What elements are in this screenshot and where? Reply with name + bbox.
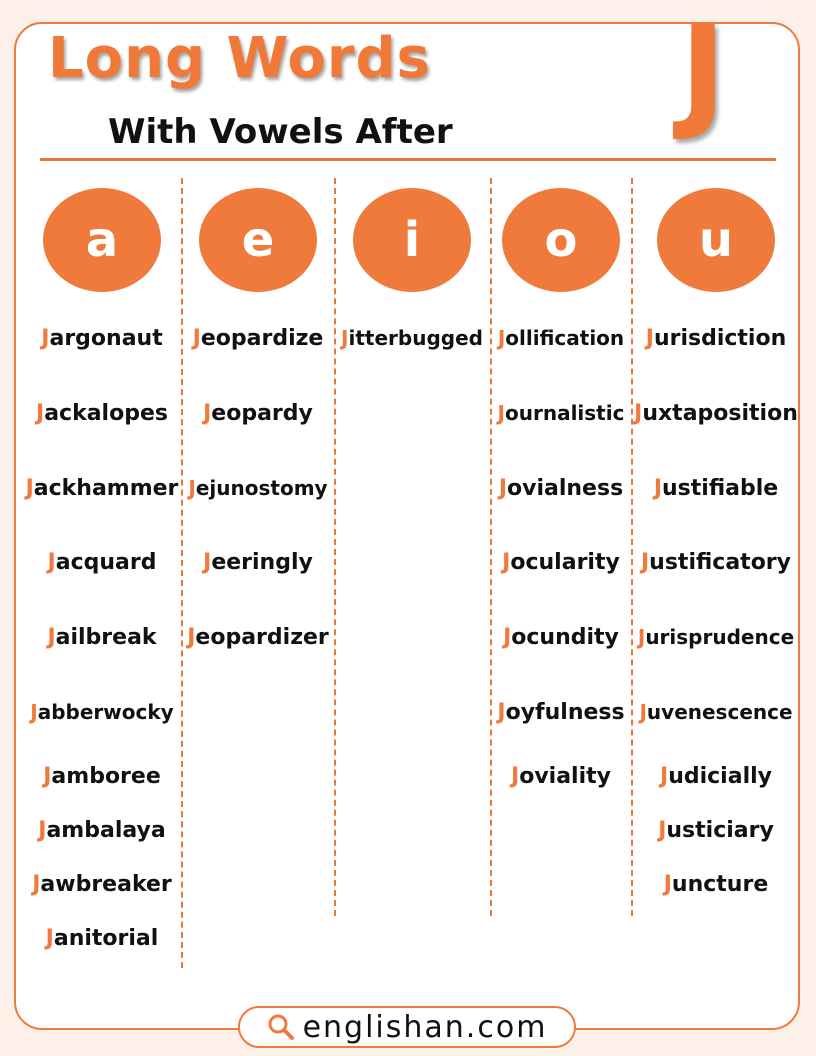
word-initial: J <box>637 625 646 649</box>
word-rest: amboree <box>51 764 161 789</box>
header-divider <box>40 158 776 161</box>
word-item <box>41 326 162 351</box>
word-rest: ackalopes <box>44 401 168 426</box>
word-rest: uvenescence <box>646 700 793 724</box>
word-rest: acquard <box>55 550 157 575</box>
word-item <box>639 700 792 724</box>
word-item <box>664 872 769 897</box>
word-rest: ejunostomy <box>195 476 328 500</box>
word-item <box>36 401 168 426</box>
word-initial: J <box>511 764 520 789</box>
word-initial: J <box>30 700 38 724</box>
word-item <box>498 401 625 425</box>
page-title: Long Words <box>48 26 431 91</box>
word-item <box>646 326 787 351</box>
word-initial: J <box>187 625 196 650</box>
word-initial: J <box>41 326 50 351</box>
word-item <box>634 401 798 426</box>
word-item <box>47 625 156 650</box>
word-rest: ackhammer <box>33 476 179 501</box>
word-initial: J <box>32 872 41 897</box>
word-initial: J <box>497 326 506 350</box>
word-item <box>203 401 313 426</box>
word-rest: awbreaker <box>40 872 172 897</box>
word-rest: ocularity <box>510 550 620 575</box>
word-initial: J <box>341 326 349 350</box>
word-rest: oviality <box>519 764 611 789</box>
word-item <box>30 700 173 724</box>
word-rest: udicially <box>668 764 772 789</box>
word-initial: J <box>43 764 52 789</box>
word-item <box>43 764 161 789</box>
word-rest: ollification <box>505 326 625 350</box>
page-subtitle: With Vowels After <box>108 112 453 152</box>
word-item <box>32 872 172 897</box>
word-item <box>502 550 620 575</box>
word-initial: J <box>203 401 212 426</box>
word-item <box>188 476 327 500</box>
word-item <box>341 326 483 350</box>
word-initial: J <box>660 764 669 789</box>
word-item <box>654 476 778 501</box>
column-divider <box>334 178 336 916</box>
site-url: englishan.com <box>302 1009 548 1045</box>
word-rest: ailbreak <box>55 625 157 650</box>
word-initial: J <box>497 401 505 425</box>
word-item <box>503 625 619 650</box>
vowel-circle-e: e <box>199 188 317 292</box>
vowel-circle-o: o <box>502 188 620 292</box>
word-rest: anitorial <box>53 926 159 951</box>
word-rest: usticiary <box>666 818 774 843</box>
word-initial: J <box>663 872 672 897</box>
word-rest: itterbugged <box>348 326 483 350</box>
word-rest: eopardize <box>200 326 324 351</box>
word-initial: J <box>503 625 512 650</box>
word-rest: eeringly <box>211 550 313 575</box>
word-initial: J <box>634 401 643 426</box>
word-rest: uncture <box>671 872 769 897</box>
featured-letter: J <box>680 0 727 144</box>
vowel-circle-i: i <box>353 188 471 292</box>
word-initial: J <box>502 550 511 575</box>
word-item <box>48 550 157 575</box>
word-item <box>187 625 329 650</box>
word-rest: eopardizer <box>195 625 329 650</box>
magnifier-icon <box>267 1013 295 1041</box>
word-initial: J <box>203 550 212 575</box>
word-item <box>511 764 611 789</box>
word-rest: ournalistic <box>504 401 625 425</box>
word-item <box>658 818 774 843</box>
column-divider <box>181 178 183 968</box>
word-item <box>498 326 624 350</box>
column-divider <box>490 178 492 916</box>
word-initial: J <box>45 926 54 951</box>
word-rest: abberwocky <box>37 700 174 724</box>
word-initial: J <box>645 326 654 351</box>
word-item <box>193 326 324 351</box>
word-item <box>638 625 794 649</box>
word-initial: J <box>640 550 650 575</box>
word-rest: ustificatory <box>649 550 792 575</box>
word-initial: J <box>653 476 662 501</box>
word-rest: ovialness <box>507 476 624 501</box>
column-divider <box>631 178 633 916</box>
word-item <box>497 700 624 725</box>
footer-badge[interactable] <box>238 1006 576 1048</box>
word-initial: J <box>36 401 45 426</box>
word-initial: J <box>47 550 56 575</box>
word-initial: J <box>498 476 508 501</box>
word-initial: J <box>658 818 667 843</box>
word-item <box>660 764 772 789</box>
word-initial: J <box>25 476 34 501</box>
vowel-circle-u: u <box>657 188 775 292</box>
word-item <box>641 550 791 575</box>
word-item <box>46 926 159 951</box>
word-item <box>26 476 179 501</box>
word-initial: J <box>497 700 506 725</box>
vowel-circle-a: a <box>43 188 161 292</box>
word-rest: oyfulness <box>505 700 625 725</box>
word-rest: urisdiction <box>653 326 787 351</box>
word-initial: J <box>188 476 196 500</box>
word-item <box>203 550 313 575</box>
word-rest: ustifiable <box>662 476 779 501</box>
word-item <box>38 818 165 843</box>
word-rest: urisprudence <box>645 625 795 649</box>
word-initial: J <box>639 700 647 724</box>
word-rest: eopardy <box>211 401 313 426</box>
word-item <box>499 476 623 501</box>
word-rest: argonaut <box>49 326 163 351</box>
word-rest: ambalaya <box>46 818 166 843</box>
word-rest: uxtaposition <box>642 401 798 426</box>
word-initial: J <box>192 326 201 351</box>
word-rest: ocundity <box>511 625 619 650</box>
word-initial: J <box>47 625 56 650</box>
word-initial: J <box>38 818 47 843</box>
